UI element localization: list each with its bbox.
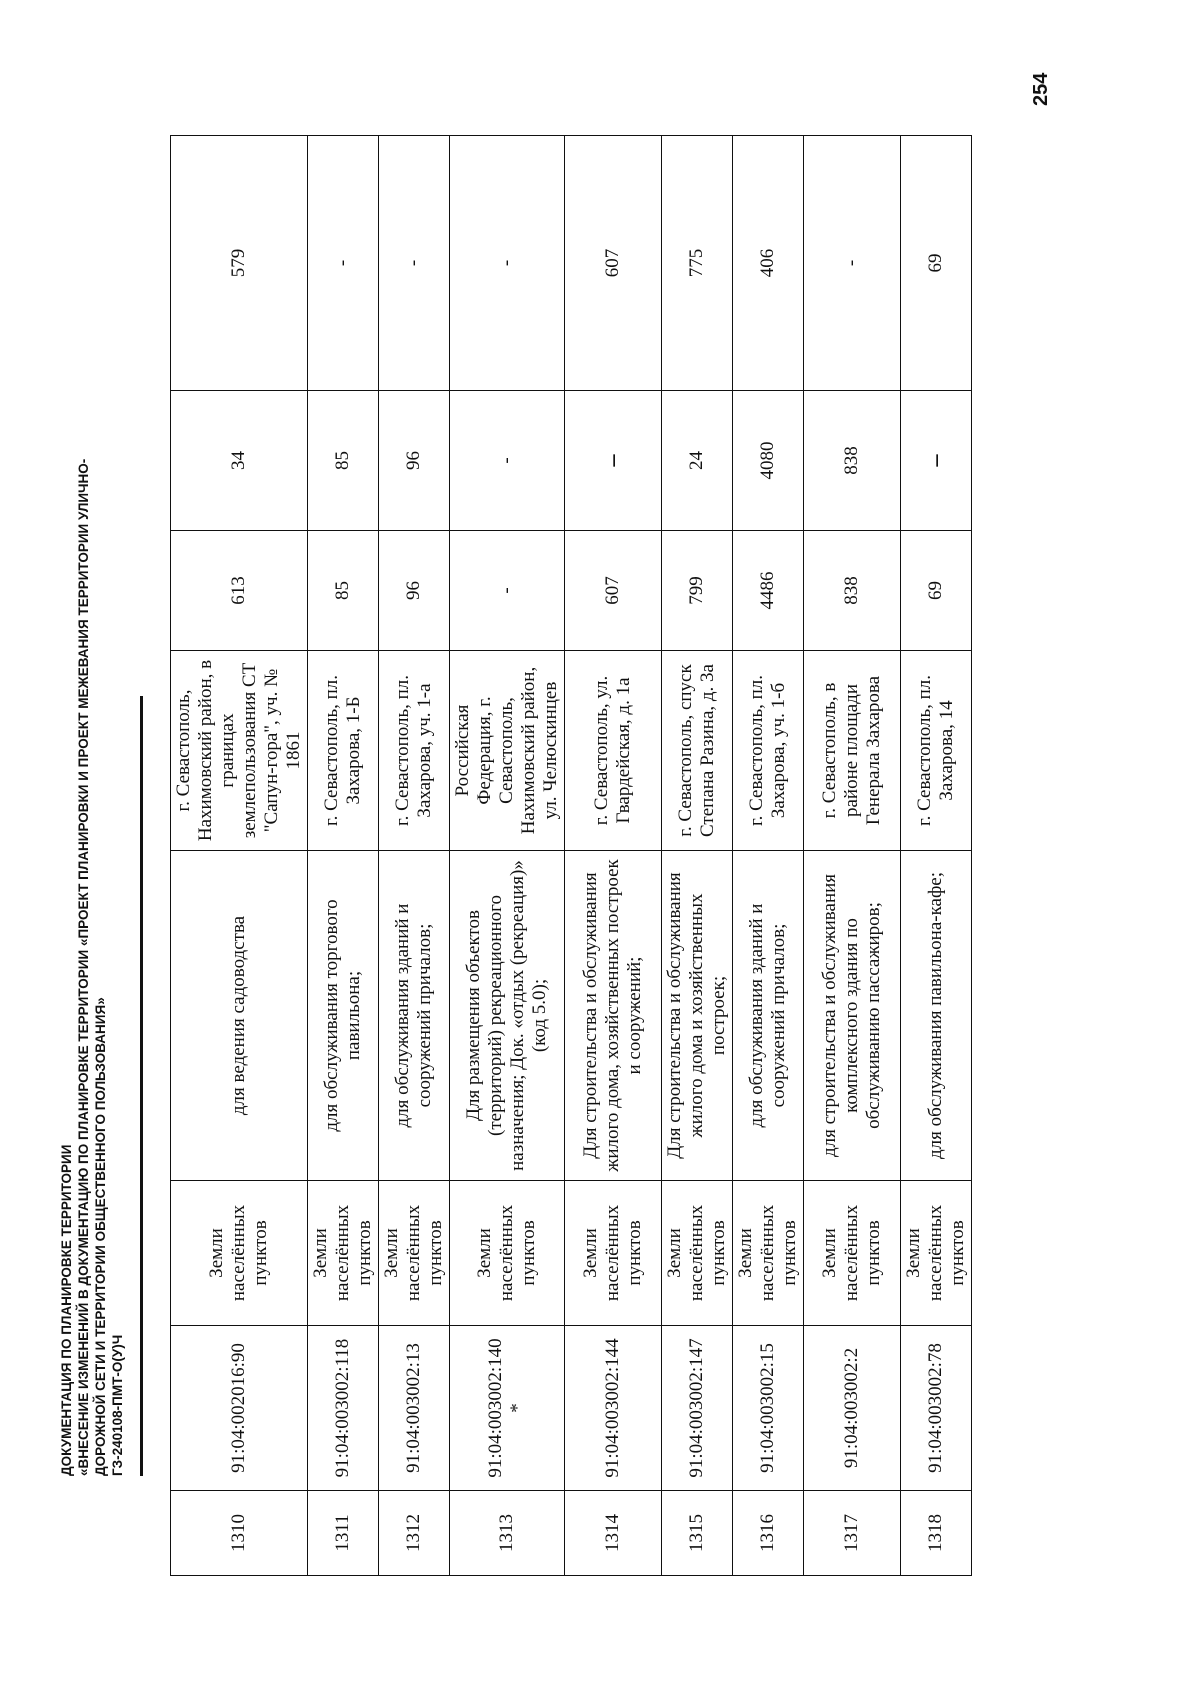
header-line-3: ДОРОЖНОЙ СЕТИ И ТЕРРИТОРИИ ОБЩЕСТВЕННОГО ПОЛЬЗОВАНИЯ»	[93, 997, 108, 1476]
land-category-cell: Земли населённых пунктов	[662, 1181, 733, 1326]
table-row	[733, 136, 804, 1576]
row-number-cell: 1317	[804, 1491, 901, 1576]
permitted-use-cell: Для строительства и обслуживания жилого дома, хозяйственных построек и сооружений;	[565, 851, 662, 1181]
land-category-cell: Земли населённых пунктов	[171, 1181, 308, 1326]
header-line-2: «ВНЕСЕНИЕ ИЗМЕНЕНИЙ В ДОКУМЕНТАЦИЮ ПО ПЛАНИРОВКЕ ТЕРРИТОРИИ «ПРОЕКТ ПЛАНИРОВКИ И ПРОЕКТ МЕЖЕВАНИЯ ТЕРРИТОРИИ УЛИЧНО-	[76, 458, 91, 1476]
row-number-cell: 1318	[901, 1491, 972, 1576]
permitted-use-cell: для обслуживания зданий и сооружений причалов;	[379, 851, 450, 1181]
cadastral-number-cell: 91:04:003002:78	[901, 1326, 972, 1491]
land-category-cell: Земли населённых пунктов	[450, 1181, 565, 1326]
land-category-cell: Земли населённых пунктов	[804, 1181, 901, 1326]
area-within-boundary-cell: 838	[804, 391, 901, 531]
cadastral-number-cell: 91:04:003002:13	[379, 1326, 450, 1491]
land-category-cell: Земли населённых пунктов	[565, 1181, 662, 1326]
row-number-cell: 1315	[662, 1491, 733, 1576]
land-plots-table	[170, 135, 972, 1576]
area-within-boundary-cell: 4080	[733, 391, 804, 531]
permitted-use-cell: Для строительства и обслуживания жилого дома и хозяйственных построек;	[662, 851, 733, 1181]
area-within-boundary-cell: -	[450, 391, 565, 531]
row-number-cell: 1311	[308, 1491, 379, 1576]
header-line-4: ГЗ-240108-ПМТ-О(У)Ч	[110, 1334, 125, 1476]
area-within-boundary-cell: 85	[308, 391, 379, 531]
cadastral-number-cell: 91:04:002016:90	[171, 1326, 308, 1491]
table-row	[804, 136, 901, 1576]
plot-area-cell: 85	[308, 531, 379, 651]
plot-area-cell: 69	[901, 531, 972, 651]
plot-area-cell: 799	[662, 531, 733, 651]
row-number-cell: 1316	[733, 1491, 804, 1576]
area-remaining-cell: 775	[662, 136, 733, 391]
land-category-cell: Земли населённых пунктов	[379, 1181, 450, 1326]
address-cell: Российская Федерация, г. Севастополь, Нахимовский район, ул. Челюскинцев	[450, 651, 565, 851]
table-row	[662, 136, 733, 1576]
plot-area-cell: 607	[565, 531, 662, 651]
plot-area-cell: 96	[379, 531, 450, 651]
address-cell: г. Севастополь, пл. Захарова, уч. 1-б	[733, 651, 804, 851]
row-number-cell: 1314	[565, 1491, 662, 1576]
permitted-use-cell: для обслуживания торгового павильона;	[308, 851, 379, 1181]
area-remaining-cell: -	[308, 136, 379, 391]
address-cell: г. Севастополь, пл. Захарова, 1-Б	[308, 651, 379, 851]
cadastral-number-cell: 91:04:003002:118	[308, 1326, 379, 1491]
plot-area-cell: -	[450, 531, 565, 651]
plot-area-cell: 613	[171, 531, 308, 651]
area-remaining-cell: -	[804, 136, 901, 391]
address-cell: г. Севастополь, в районе площади Генерала Захарова	[804, 651, 901, 851]
area-within-boundary-cell: –	[565, 391, 662, 531]
table-row	[379, 136, 450, 1576]
row-number-cell: 1310	[171, 1491, 308, 1576]
area-within-boundary-cell: 24	[662, 391, 733, 531]
cadastral-number-cell: 91:04:003002:140 *	[450, 1326, 565, 1491]
row-number-cell: 1313	[450, 1491, 565, 1576]
cadastral-number-cell: 91:04:003002:144	[565, 1326, 662, 1491]
address-cell: г. Севастополь, пл. Захарова, 14	[901, 651, 972, 851]
plot-area-cell: 4486	[733, 531, 804, 651]
area-within-boundary-cell: 34	[171, 391, 308, 531]
plot-area-cell: 838	[804, 531, 901, 651]
area-remaining-cell: -	[379, 136, 450, 391]
table-row	[308, 136, 379, 1576]
table-row	[901, 136, 972, 1576]
header-line-1: ДОКУМЕНТАЦИЯ ПО ПЛАНИРОВКЕ ТЕРРИТОРИИ	[59, 1144, 74, 1476]
area-within-boundary-cell: 96	[379, 391, 450, 531]
address-cell: г. Севастополь, спуск Степана Разина, д. 3а	[662, 651, 733, 851]
area-remaining-cell: 406	[733, 136, 804, 391]
permitted-use-cell: для обслуживания павильона-кафе;	[901, 851, 972, 1181]
table-row	[450, 136, 565, 1576]
permitted-use-cell: для строительства и обслуживания комплексного здания по обслуживанию пассажиров;	[804, 851, 901, 1181]
document-header	[58, 76, 126, 1476]
area-remaining-cell: 579	[171, 136, 308, 391]
address-cell: г. Севастополь, пл. Захарова, уч. 1-а	[379, 651, 450, 851]
permitted-use-cell: для ведения садоводства	[171, 851, 308, 1181]
area-remaining-cell: -	[450, 136, 565, 391]
cadastral-number-cell: 91:04:003002:2	[804, 1326, 901, 1491]
land-category-cell: Земли населённых пунктов	[901, 1181, 972, 1326]
address-cell: г. Севастополь, Нахимовский район, в границах землепользования СТ "Сапун-гора", уч. № 1861	[171, 651, 308, 851]
header-rule	[140, 696, 143, 1476]
permitted-use-cell: Для размещения объектов (территорий) рекреационного назначения; Док. «отдых (рекреация)» (код 5.0);	[450, 851, 565, 1181]
area-within-boundary-cell: –	[901, 391, 972, 531]
address-cell: г. Севастополь, ул. Гвардейская, д. 1а	[565, 651, 662, 851]
row-number-cell: 1312	[379, 1491, 450, 1576]
area-remaining-cell: 607	[565, 136, 662, 391]
land-category-cell: Земли населённых пунктов	[733, 1181, 804, 1326]
area-remaining-cell: 69	[901, 136, 972, 391]
table-row	[171, 136, 308, 1576]
permitted-use-cell: для обслуживания зданий и сооружений причалов;	[733, 851, 804, 1181]
cadastral-number-cell: 91:04:003002:15	[733, 1326, 804, 1491]
table-row	[565, 136, 662, 1576]
land-category-cell: Земли населённых пунктов	[308, 1181, 379, 1326]
cadastral-number-cell: 91:04:003002:147	[662, 1326, 733, 1491]
page-number: 254	[1030, 72, 1052, 106]
